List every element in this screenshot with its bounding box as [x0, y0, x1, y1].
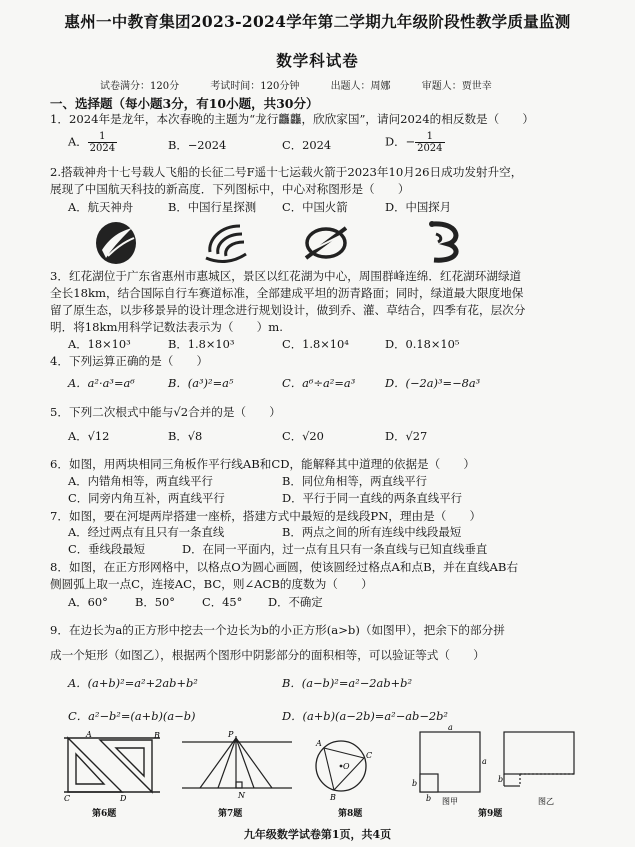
question-3-line1: 3．红花湖位于广东省惠州市惠城区，景区以红花湖为中心，周围群峰连绵．红花湖环湖绿道 — [50, 269, 522, 283]
exam-title: 惠州一中教育集团2023-2024学年第二学期九年级阶段性教学质量监测 — [64, 12, 571, 31]
q2-option-b: B．中国行星探测 — [168, 200, 257, 214]
fig7-label-p: P — [228, 730, 234, 739]
question-8-line1: 8．如图，在正方形网格中，以格点O为圆心画圆，使该圆经过格点A和点B，并在直线AB右 — [50, 560, 519, 574]
q5-option-b: B．√8 — [168, 429, 203, 443]
fig9-label-a-top: a — [448, 724, 453, 732]
fig9-label-b-right: b — [498, 775, 504, 784]
fig8-label-b: B — [330, 793, 336, 802]
figure-9-caption: 第9题 — [478, 809, 503, 819]
fig9-left-caption: 图甲 — [442, 797, 458, 806]
q4-option-c: C．a⁶÷a²=a³ — [282, 376, 356, 390]
question-3-line4: 明．将18km用科学记数法表示为（ ）m. — [50, 320, 283, 334]
q2-option-a: A．航天神舟 — [68, 200, 134, 214]
shenzhou-logo-icon — [92, 220, 140, 266]
full-score: 试卷满分：120分 — [100, 81, 180, 92]
planetary-exploration-logo-icon — [200, 220, 250, 266]
q8-option-b: B．50° — [135, 595, 175, 609]
q2-option-c: C．中国火箭 — [282, 200, 348, 214]
q3-option-c: C．1.8×10⁴ — [282, 337, 349, 351]
q7-option-c: C．垂线段最短 — [68, 542, 146, 556]
fig6-label-b: B — [154, 731, 160, 740]
q2-option-d: D．中国探月 — [385, 200, 452, 214]
q7-option-d: D．在同一平面内，过一点有且只有一条直线与已知直线垂直 — [182, 542, 488, 556]
exam-meta — [100, 77, 520, 92]
fig6-label-c: C — [64, 794, 71, 802]
q9-option-d: D．(a+b)(a−2b)=a²−ab−2b² — [282, 709, 448, 723]
figure-7-diagram — [178, 730, 296, 802]
figure-8-diagram — [310, 728, 372, 802]
q9-option-a: A．(a+b)²=a²+2ab+b² — [68, 676, 198, 690]
question-5-stem: 5．下列二次根式中能与√2合并的是（ ） — [50, 405, 281, 419]
question-4-stem: 4．下列运算正确的是（ ） — [50, 354, 209, 368]
q8-option-a: A．60° — [68, 595, 108, 609]
question-2-line1: 2.搭载神舟十七号载人飞船的长征二号F遥十七运载火箭于2023年10月26日成功发射升空， — [50, 165, 523, 179]
q7-option-a: A．经过两点有且只有一条直线 — [68, 525, 225, 539]
q4-option-a: A．a²·a³=a⁶ — [68, 376, 135, 390]
china-rocket-logo-icon — [302, 220, 350, 266]
q5-option-c: C．√20 — [282, 429, 324, 443]
fig9-label-b-bottom: b — [426, 794, 432, 803]
fig9-label-b-side: b — [412, 779, 418, 788]
q3-option-a: A．18×10³ — [68, 337, 131, 351]
question-9-line1: 9．在边长为a的正方形中挖去一个边长为b的小正方形(a>b)（如图甲），把余下的部分拼 — [50, 623, 505, 637]
q8-option-c: C．45° — [202, 595, 243, 609]
figure-6-caption: 第6题 — [92, 809, 117, 819]
question-7-stem: 7．如图，要在河堤两岸搭建一座桥，搭建方式中最短的是线段PN，理由是（ ） — [50, 509, 482, 523]
q1-option-b: B．−2024 — [168, 138, 227, 152]
section-heading: 一、选择题（每小题3分，有10小题，共30分） — [50, 96, 319, 111]
q7-option-b: B．两点之间的所有连线中线段最短 — [282, 525, 462, 539]
q3-option-b: B．1.8×10³ — [168, 337, 235, 351]
q5-option-a: A．√12 — [68, 429, 110, 443]
q4-option-b: B．(a³)²=a⁵ — [168, 376, 234, 390]
fig8-label-c: C — [366, 751, 372, 760]
q5-option-d: D．√27 — [385, 429, 428, 443]
q6-option-b: B．同位角相等，两直线平行 — [282, 474, 428, 488]
q6-option-c: C．同旁内角互补，两直线平行 — [68, 491, 225, 505]
page-footer: 九年级数学试卷第1页，共4页 — [243, 828, 392, 841]
figure-6-diagram — [60, 730, 170, 802]
q1-option-c: C．2024 — [282, 138, 332, 152]
question-reviewer: 审题人：贾世幸 — [421, 81, 492, 92]
exam-subtitle: 数学科试卷 — [276, 51, 359, 70]
q3-option-d: D．0.18×10⁵ — [385, 337, 460, 351]
q1-option-d: D．− $\frac{1}{2024}$ — [385, 131, 443, 154]
fig6-label-a: A — [86, 730, 92, 739]
q6-option-a: A．内错角相等，两直线平行 — [68, 474, 213, 488]
q9-option-c: C．a²−b²=(a+b)(a−b) — [68, 709, 196, 723]
question-3-line3: 留了原生态，以步移景异的设计理念进行规划设计，做到乔、灌、草结合，四季有花，层次分 — [50, 303, 526, 317]
fig9-label-a-side: a — [482, 757, 487, 766]
question-author: 出题人：周娜 — [330, 81, 391, 92]
fig9-right-caption: 图乙 — [538, 797, 554, 806]
q9-option-b: B．(a−b)²=a²−2ab+b² — [282, 676, 413, 690]
q6-option-d: D．平行于同一直线的两条直线平行 — [282, 491, 462, 505]
fig8-label-o: O — [343, 762, 350, 771]
fig7-label-n: N — [238, 791, 245, 800]
question-6-stem: 6．如图，用两块相同三角板作平行线AB和CD，能解释其中道理的依据是（ ） — [50, 457, 476, 471]
figure-8-caption: 第8题 — [338, 809, 363, 819]
fig8-label-a: A — [316, 739, 322, 748]
q4-option-d: D．(−2a)³=−8a³ — [385, 376, 481, 390]
q1-option-a: A． $\frac{1}{2024}$ — [68, 131, 116, 154]
lunar-exploration-logo-icon — [418, 218, 466, 266]
question-9-line2: 成一个矩形（如图乙），根据两个图形中阴影部分的面积相等，可以验证等式（ ） — [50, 648, 485, 662]
question-3-line2: 全长18km，结合国际自行车赛道标准，全部建成平坦的沥青路面；同时，绿道最大限度地保 — [50, 286, 524, 300]
question-1-stem: 1．2024年是龙年，本次春晚的主题为“龙行龘龘，欣欣家国”，请问2024的相反数是（ ） — [50, 112, 535, 126]
fig6-label-d: D — [120, 794, 127, 802]
question-2-line2: 展现了中国航天科技的新高度．下列图标中，中心对称图形是（ ） — [50, 182, 410, 196]
figure-7-caption: 第7题 — [218, 809, 243, 819]
question-8-line2: 侧圆弧上取一点C，连接AC，BC，则∠ACB的度数为（ ） — [50, 577, 373, 591]
exam-time: 考试时间：120分钟 — [210, 81, 300, 92]
q8-option-d: D．不确定 — [268, 595, 323, 609]
figure-9-diagram — [408, 724, 588, 812]
